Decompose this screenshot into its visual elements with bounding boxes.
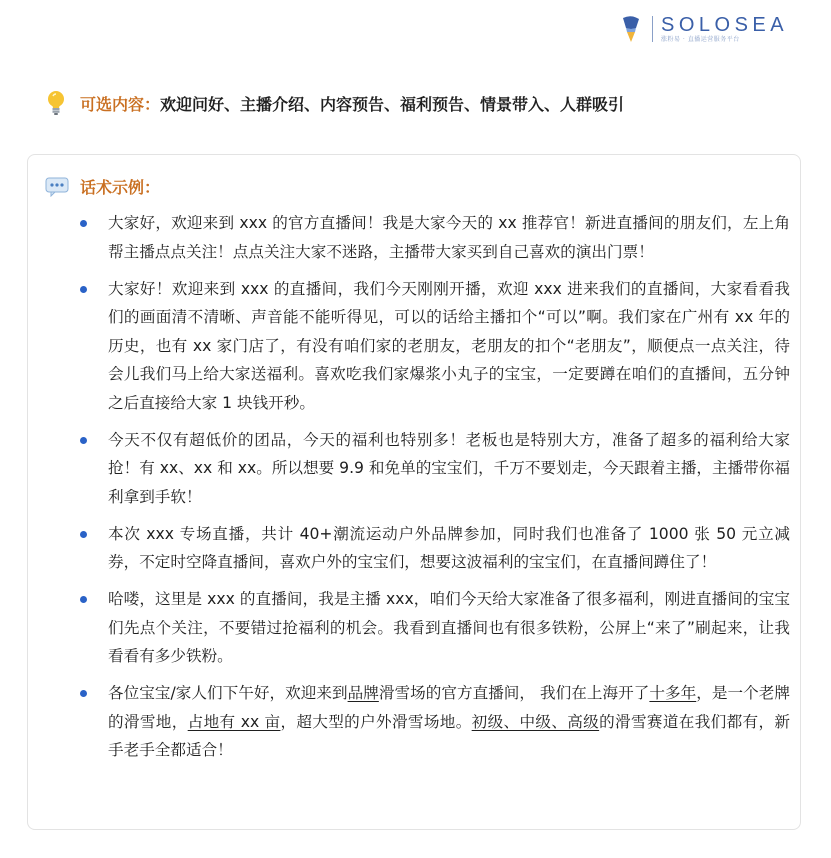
list-item <box>80 209 790 266</box>
logo-divider <box>652 16 653 42</box>
optional-content-text: 欢迎问好、主播介绍、内容预告、福利预告、情景带入、人群吸引 <box>160 94 625 114</box>
list-item <box>80 679 790 765</box>
example-text: 大家好，欢迎来到 xxx 的官方直播间！我是大家今天的 xx 推荐官！新进直播间的朋友们，左上角帮主播点点关注！点点关注大家不迷路，主播带大家买到自己喜欢的演出门票！ <box>108 214 790 261</box>
example-text: 本次 xxx 专场直播，共计 40+潮流运动户外品牌参加，同时我们也准备了 1000 张 50 元立减券，不定时空降直播间，喜欢户外的宝宝们，想要这波福利的宝宝们，在直播间蹲住了！ <box>108 524 790 571</box>
list-item <box>80 585 790 671</box>
examples-header <box>45 175 160 198</box>
solosea-logo <box>620 14 788 44</box>
lightbulb-icon <box>46 90 66 116</box>
underlined-brand: 品牌 <box>347 684 379 702</box>
example-text-part: 的滑雪赛道在我们都有，新手老手全都适合！ <box>108 712 790 759</box>
optional-content-label: 可选内容： <box>80 94 161 114</box>
brand-tagline: 涨粉易 · 直播运营服务平台 <box>661 36 740 43</box>
underlined-area: 占地有 xx 亩 <box>187 712 281 731</box>
bullet-dot <box>80 286 87 293</box>
script-examples-card <box>27 154 801 830</box>
example-text-part: 各位宝宝/家人们下午好，欢迎来到 <box>108 684 348 702</box>
bullet-dot <box>80 596 87 603</box>
underlined-years: 十多年 <box>649 684 697 702</box>
example-text-part: ，是一个老牌的滑雪地， <box>108 684 790 731</box>
examples-list <box>80 209 790 773</box>
underlined-levels: 初级、中级、高级 <box>471 712 600 731</box>
example-text: 哈喽，这里是 xxx 的直播间，我是主播 xxx，咱们今天给大家准备了很多福利，刚进直播间的宝宝们先点个关注，不要错过抢福利的机会。我看到直播间也有很多铁粉，公屏上“来了”刷起来，让我看看有多少铁粉。 <box>108 590 790 665</box>
optional-content-line <box>46 90 624 116</box>
example-text-part: ，超大型的户外滑雪场地。 <box>280 712 472 731</box>
example-text: 今天不仅有超低价的团品，今天的福利也特别多！老板也是特别大方，准备了超多的福利给大家抢！有 xx、xx 和 xx。所以想要 9.9 和免单的宝宝们，千万不要划走，今天跟着主播，主播带你福利拿到手软！ <box>108 430 790 506</box>
list-item <box>80 275 790 418</box>
brand-name: SOLOSEA <box>661 14 789 36</box>
list-item <box>80 426 790 512</box>
speech-bubble-icon <box>45 177 69 197</box>
example-text: 大家好！欢迎来到 xxx 的直播间，我们今天刚刚开播，欢迎 xxx 进来我们的直播间，大家看看我们的画面清不清晰、声音能不能听得见，可以的话给主播扣个“可以”啊。我们家在广州有 xx 年的历史，也有 xx 家门店了，有没有咱们家的老朋友，老朋友的扣个“老朋友”，顺便点一点关注，待会儿我们马上给大家送福利。喜欢吃我们家爆浆小丸子的宝宝，一定要蹲在咱们的直播间，五分钟之后直接给大家 1 块钱开秒。 <box>108 279 790 412</box>
bullet-dot <box>80 437 87 444</box>
bullet-dot <box>80 531 87 538</box>
list-item <box>80 520 790 577</box>
bullet-dot <box>80 220 87 227</box>
bullet-dot <box>80 690 87 697</box>
examples-title: 话术示例： <box>80 178 161 197</box>
example-text-part: 滑雪场的官方直播间， 我们在上海开了 <box>378 684 650 702</box>
bulb-logo-icon <box>620 14 642 44</box>
